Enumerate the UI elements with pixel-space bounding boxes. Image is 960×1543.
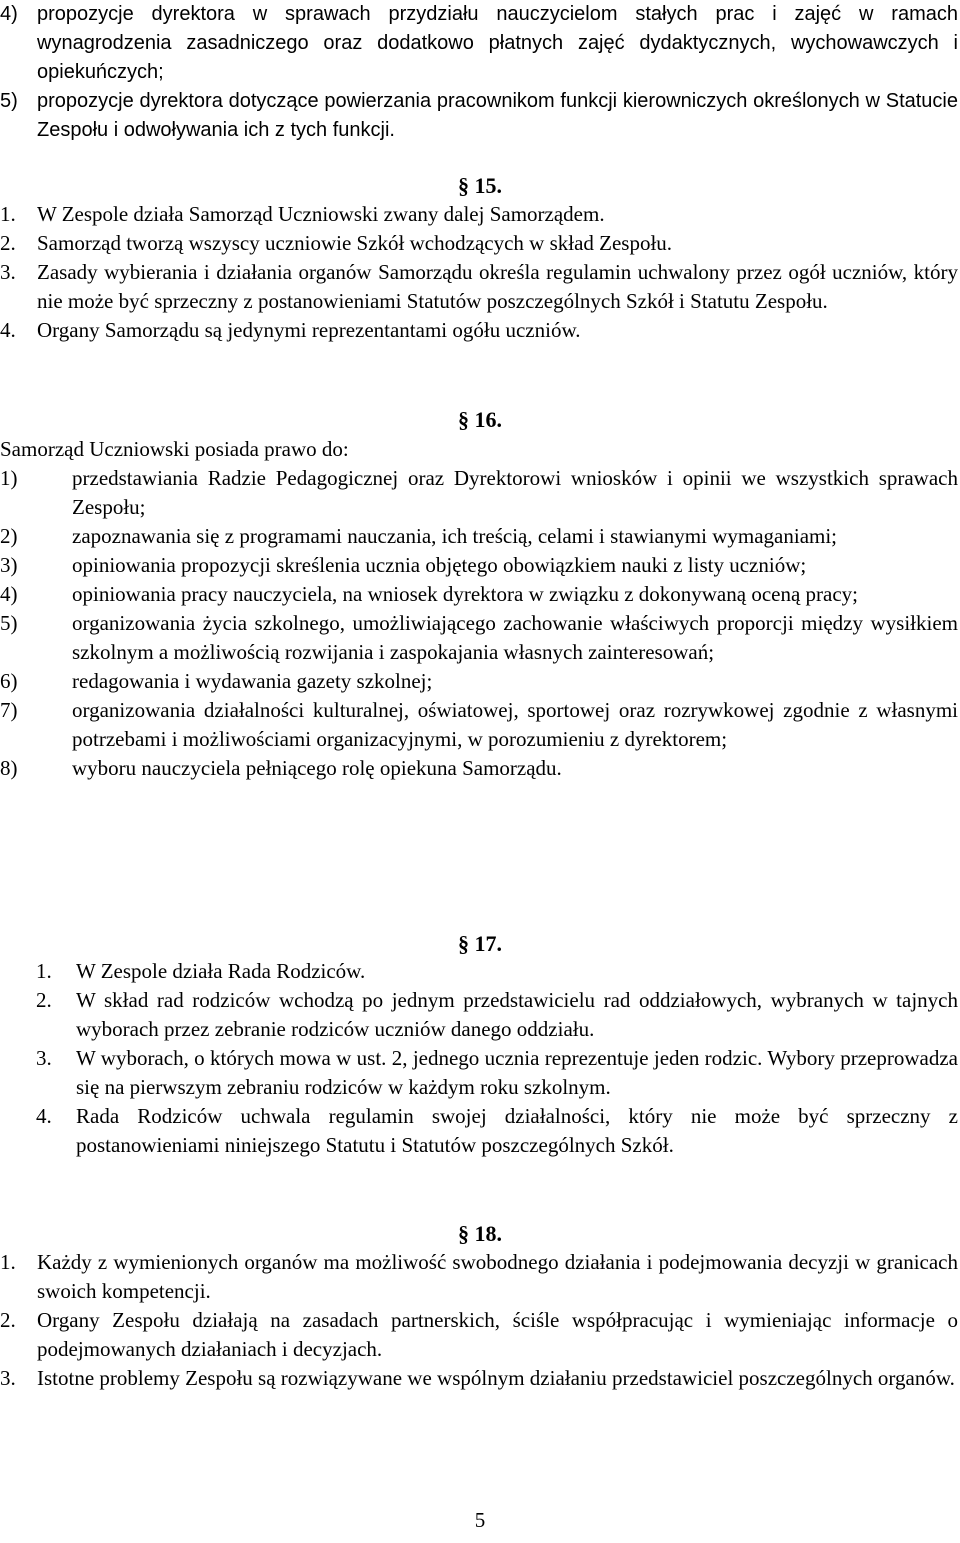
- item-text: Istotne problemy Zespołu są rozwiązywane we wspólnym działaniu przedstawiciel poszczególnych organów.: [37, 1366, 955, 1390]
- list-item: [0, 316, 958, 345]
- section-16-list: [0, 435, 958, 783]
- item-number: 7): [0, 698, 18, 722]
- item-number: 3.: [36, 1046, 52, 1070]
- item-number: 1.: [0, 202, 16, 226]
- list-item: [0, 200, 958, 229]
- list-item: [0, 87, 958, 145]
- item-number: 2.: [36, 988, 52, 1012]
- section-heading-16: § 16.: [458, 407, 502, 432]
- list-item: [0, 1044, 958, 1102]
- item-text: opiniowania pracy nauczyciela, na wniosek dyrektora w związku z dokonywaną oceną pracy;: [72, 582, 859, 606]
- list-item: [0, 1364, 958, 1393]
- item-text: W skład rad rodziców wchodzą po jednym przedstawicielu rad oddziałowych, wybranych w tajnych wyborach przez zebranie rodziców uczniów danego oddziału.: [76, 988, 958, 1041]
- section-18-list: [0, 1248, 958, 1393]
- item-text: wyboru nauczyciela pełniącego rolę opiekuna Samorządu.: [72, 756, 562, 780]
- item-number: 5): [0, 90, 18, 112]
- item-text: W Zespole działa Samorząd Uczniowski zwany dalej Samorządem.: [37, 202, 605, 226]
- list-item: [0, 258, 958, 316]
- list-item: [0, 957, 958, 986]
- section-15-list: [0, 200, 958, 345]
- section-17-list: [0, 957, 958, 1160]
- list-item: [0, 580, 958, 609]
- item-number: 2.: [0, 1308, 16, 1332]
- section-heading-18: § 18.: [458, 1221, 502, 1246]
- item-number: 3.: [0, 1366, 16, 1390]
- list-item: [0, 522, 958, 551]
- item-number: 5): [0, 611, 18, 635]
- item-number: 8): [0, 756, 18, 780]
- list-item: [0, 0, 958, 87]
- item-number: 1.: [36, 959, 52, 983]
- list-item: [0, 754, 958, 783]
- list-item: [0, 667, 958, 696]
- item-number: 3): [0, 553, 18, 577]
- item-number: 2.: [0, 231, 16, 255]
- list-item: [0, 609, 958, 667]
- item-number: 1): [0, 466, 18, 490]
- item-text: opiniowania propozycji skreślenia ucznia objętego obowiązkiem nauki z listy uczniów;: [72, 553, 807, 577]
- item-text: Organy Samorządu są jedynymi reprezentantami ogółu uczniów.: [37, 318, 581, 342]
- item-text: redagowania i wydawania gazety szkolnej;: [72, 669, 433, 693]
- list-item: [0, 986, 958, 1044]
- item-number: 6): [0, 669, 18, 693]
- list-item: [0, 551, 958, 580]
- list-item: [0, 1102, 958, 1160]
- list-item: [0, 229, 958, 258]
- item-number: 3.: [0, 260, 16, 284]
- item-text: W Zespole działa Rada Rodziców.: [76, 959, 366, 983]
- section-intro: Samorząd Uczniowski posiada prawo do:: [0, 437, 349, 461]
- item-text: Rada Rodziców uchwala regulamin swojej działalności, który nie może być sprzeczny z postanowieniami niniejszego Statutu i Statutów poszczególnych Szkół.: [76, 1104, 958, 1157]
- item-text: Każdy z wymienionych organów ma możliwość swobodnego działania i podejmowania decyzji w granicach swoich kompetencji.: [37, 1250, 958, 1303]
- item-number: 4.: [0, 318, 16, 342]
- page-number: 5: [474, 1508, 486, 1532]
- section-heading-17: § 17.: [458, 931, 502, 956]
- list-item: [0, 696, 958, 754]
- item-text: Samorząd tworzą wszyscy uczniowie Szkół wchodzących w skład Zespołu.: [37, 231, 673, 255]
- item-number: 1.: [0, 1250, 16, 1274]
- item-number: 4.: [36, 1104, 52, 1128]
- list-item: [0, 1306, 958, 1364]
- item-text: organizowania działalności kulturalnej, oświatowej, sportowej oraz rozrywkowej zgodnie z własnymi potrzebami i możliwościami organizacyjnymi, w porozumieniu z dyrektorem;: [72, 698, 958, 751]
- top-list: [0, 0, 958, 145]
- item-number: 4): [0, 582, 18, 606]
- item-text: propozycje dyrektora w sprawach przydziału nauczycielom stałych prac i zajęć w ramach wynagrodzenia zasadniczego oraz dodatkowo płatnych zajęć dydaktycznych, wychowawczych i opiekuńczych;: [37, 3, 958, 83]
- item-text: propozycje dyrektora dotyczące powierzania pracownikom funkcji kierowniczych określonych w Statucie Zespołu i odwoływania ich z tych funkcji.: [37, 90, 958, 141]
- item-text: W wyborach, o których mowa w ust. 2, jednego ucznia reprezentuje jeden rodzic. Wybory przeprowadza się na pierwszym zebraniu rodziców w każdym roku szkolnym.: [76, 1046, 958, 1099]
- item-text: organizowania życia szkolnego, umożliwiającego zachowanie właściwych proporcji między wysiłkiem szkolnym a możliwością rozwijania i zaspokajania własnych zainteresowań;: [72, 611, 958, 664]
- list-item: [0, 1248, 958, 1306]
- item-text: Organy Zespołu działają na zasadach partnerskich, ściśle współpracując i wymieniając informacje o podejmowanych działaniach i decyzjach.: [37, 1308, 958, 1361]
- list-item: [0, 464, 958, 522]
- section-heading-15: § 15.: [458, 173, 502, 198]
- item-text: przedstawiania Radzie Pedagogicznej oraz Dyrektorowi wniosków i opinii we wszystkich sprawach Zespołu;: [72, 466, 958, 519]
- item-number: 4): [0, 3, 18, 25]
- item-text: zapoznawania się z programami nauczania, ich treścią, celami i stawianymi wymaganiami;: [72, 524, 838, 548]
- item-number: 2): [0, 524, 18, 548]
- item-text: Zasady wybierania i działania organów Samorządu określa regulamin uchwalony przez ogół uczniów, który nie może być sprzeczny z postanowieniami Statutów poszczególnych Szkół i Statutu Zespołu.: [37, 260, 958, 313]
